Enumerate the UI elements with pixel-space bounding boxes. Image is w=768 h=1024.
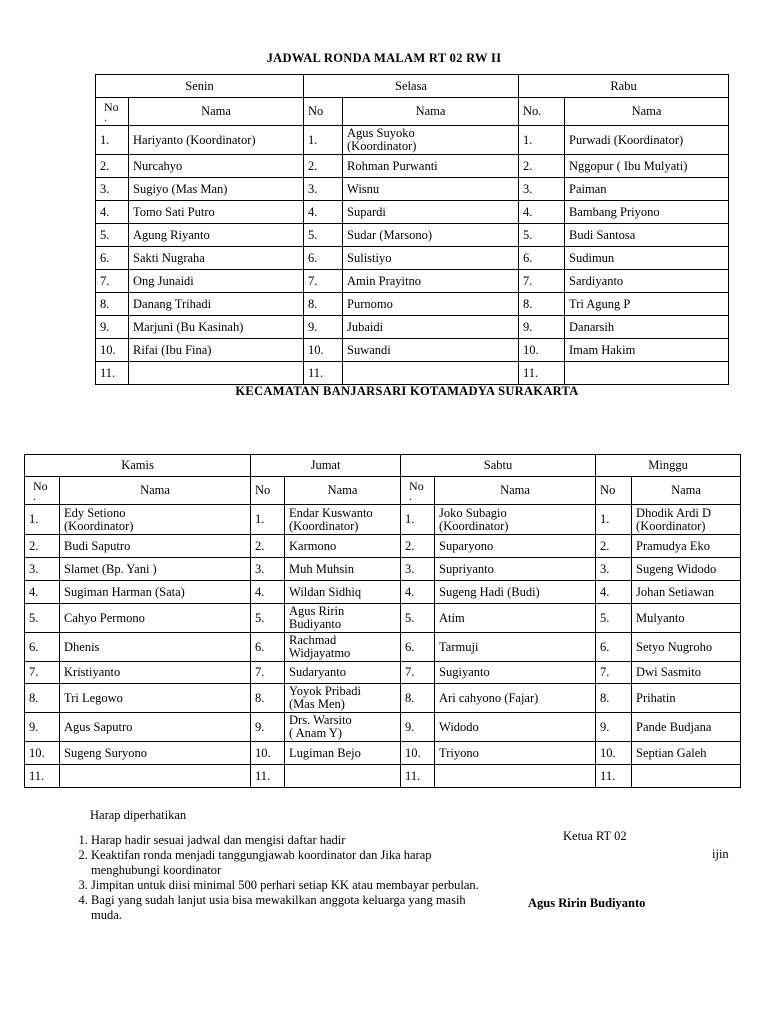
row-number: 9. bbox=[251, 713, 285, 742]
member-name: Ari cahyono (Fajar) bbox=[435, 684, 596, 713]
member-name: Tomo Sati Putro bbox=[129, 201, 304, 224]
row-number: 10. bbox=[596, 742, 632, 765]
member-name bbox=[435, 765, 596, 788]
row-number: 8. bbox=[596, 684, 632, 713]
member-name: Tri Agung P bbox=[565, 293, 729, 316]
row-number: 6. bbox=[304, 247, 343, 270]
member-name: Dhenis bbox=[60, 633, 251, 662]
member-name: Jubaidi bbox=[343, 316, 519, 339]
row-number: 5. bbox=[96, 224, 129, 247]
member-name: Sulistiyo bbox=[343, 247, 519, 270]
row-number: 10. bbox=[25, 742, 60, 765]
row-number: 8. bbox=[251, 684, 285, 713]
row-number: 1. bbox=[519, 126, 565, 155]
member-name: Dhodik Ardi D (Koordinator) bbox=[632, 505, 741, 535]
note-item: 2. Keaktifan ronda menjadi tanggungjawab koordinator dan Jika harap menghubungi koordinator bbox=[91, 848, 493, 878]
member-name: Sakti Nugraha bbox=[129, 247, 304, 270]
member-name: Rifai (Ibu Fina) bbox=[129, 339, 304, 362]
schedule-table-kamis-minggu bbox=[24, 454, 741, 788]
member-name: Bambang Priyono bbox=[565, 201, 729, 224]
member-name: Tri Legowo bbox=[60, 684, 251, 713]
note-item: 4. Bagi yang sudah lanjut usia bisa mewakilkan anggota keluarga yang masih muda. bbox=[91, 893, 493, 923]
row-number: 4. bbox=[304, 201, 343, 224]
row-number: 2. bbox=[25, 535, 60, 558]
member-name: Setyo Nugroho bbox=[632, 633, 741, 662]
member-name: Hariyanto (Koordinator) bbox=[129, 126, 304, 155]
member-name: Atim bbox=[435, 604, 596, 633]
row-number: 7. bbox=[251, 662, 285, 684]
row-number: 9. bbox=[519, 316, 565, 339]
row-number: 7. bbox=[96, 270, 129, 293]
row-number: 3. bbox=[25, 558, 60, 581]
day-header-kamis: Kamis bbox=[25, 455, 251, 477]
table-row bbox=[96, 316, 729, 339]
day-header-jumat: Jumat bbox=[251, 455, 401, 477]
signature-role: Ketua RT 02 bbox=[563, 829, 627, 843]
signature-ijin: ijin bbox=[712, 847, 729, 861]
row-number: 6. bbox=[519, 247, 565, 270]
column-header-no: No . bbox=[25, 477, 60, 505]
member-name: Lugiman Bejo bbox=[285, 742, 401, 765]
member-name: Joko Subagio (Koordinator) bbox=[435, 505, 596, 535]
member-name: Rachmad Widjayatmo bbox=[285, 633, 401, 662]
member-name: Sardiyanto bbox=[565, 270, 729, 293]
member-name: Kristiyanto bbox=[60, 662, 251, 684]
member-name bbox=[285, 765, 401, 788]
table-row bbox=[96, 224, 729, 247]
note-item: 1. Harap hadir sesuai jadwal dan mengisi daftar hadir bbox=[91, 833, 493, 848]
table-row bbox=[96, 339, 729, 362]
member-name: Amin Prayitno bbox=[343, 270, 519, 293]
member-name: Supriyanto bbox=[435, 558, 596, 581]
member-name: Purwadi (Koordinator) bbox=[565, 126, 729, 155]
row-number: 5. bbox=[251, 604, 285, 633]
day-header-rabu: Rabu bbox=[519, 75, 729, 98]
note-item: 3. Jimpitan untuk diisi minimal 500 perhari setiap KK atau membayar perbulan. bbox=[91, 878, 493, 893]
member-name: Agus Suyoko (Koordinator) bbox=[343, 126, 519, 155]
table-row bbox=[25, 662, 741, 684]
table-row bbox=[96, 201, 729, 224]
member-name: Pramudya Eko bbox=[632, 535, 741, 558]
row-number: 4. bbox=[251, 581, 285, 604]
row-number: 7. bbox=[25, 662, 60, 684]
column-header-no: No. bbox=[519, 98, 565, 126]
member-name: Sugeng Suryono bbox=[60, 742, 251, 765]
row-number: 2. bbox=[401, 535, 435, 558]
table-row bbox=[96, 247, 729, 270]
row-number: 4. bbox=[596, 581, 632, 604]
row-number: 4. bbox=[25, 581, 60, 604]
member-name bbox=[565, 362, 729, 385]
member-name: Agung Riyanto bbox=[129, 224, 304, 247]
member-name: Edy Setiono (Koordinator) bbox=[60, 505, 251, 535]
member-name: Dwi Sasmito bbox=[632, 662, 741, 684]
member-name: Slamet (Bp. Yani ) bbox=[60, 558, 251, 581]
row-number: 5. bbox=[596, 604, 632, 633]
member-name: Drs. Warsito ( Anam Y) bbox=[285, 713, 401, 742]
member-name: Ong Junaidi bbox=[129, 270, 304, 293]
member-name: Nggopur ( Ibu Mulyati) bbox=[565, 155, 729, 178]
table-row bbox=[25, 633, 741, 662]
member-name: Marjuni (Bu Kasinah) bbox=[129, 316, 304, 339]
row-number: 11. bbox=[596, 765, 632, 788]
row-number: 8. bbox=[304, 293, 343, 316]
member-name: Yoyok Pribadi (Mas Men) bbox=[285, 684, 401, 713]
member-name bbox=[60, 765, 251, 788]
row-number: 9. bbox=[401, 713, 435, 742]
row-number: 9. bbox=[596, 713, 632, 742]
column-header-no: No bbox=[251, 477, 285, 505]
row-number: 9. bbox=[25, 713, 60, 742]
row-number: 5. bbox=[25, 604, 60, 633]
row-number: 10. bbox=[519, 339, 565, 362]
table-row bbox=[96, 362, 729, 385]
member-name: Mulyanto bbox=[632, 604, 741, 633]
column-header-nama: Nama bbox=[343, 98, 519, 126]
row-number: 3. bbox=[596, 558, 632, 581]
column-header-nama: Nama bbox=[285, 477, 401, 505]
table-row bbox=[25, 684, 741, 713]
day-header-sabtu: Sabtu bbox=[401, 455, 596, 477]
table-row bbox=[25, 742, 741, 765]
row-number: 11. bbox=[251, 765, 285, 788]
table-row bbox=[96, 155, 729, 178]
member-name: Muh Muhsin bbox=[285, 558, 401, 581]
row-number: 6. bbox=[251, 633, 285, 662]
row-number: 1. bbox=[596, 505, 632, 535]
row-number: 3. bbox=[304, 178, 343, 201]
row-number: 4. bbox=[96, 201, 129, 224]
row-number: 8. bbox=[519, 293, 565, 316]
signature-name: Agus Ririn Budiyanto bbox=[528, 896, 646, 910]
day-header-selasa: Selasa bbox=[304, 75, 519, 98]
notes-section bbox=[68, 808, 493, 923]
column-header-nama: Nama bbox=[632, 477, 741, 505]
row-number: 11. bbox=[25, 765, 60, 788]
row-number: 1. bbox=[25, 505, 60, 535]
column-header-no: No bbox=[304, 98, 343, 126]
member-name: Tarmuji bbox=[435, 633, 596, 662]
member-name: Widodo bbox=[435, 713, 596, 742]
table-row bbox=[96, 178, 729, 201]
row-number: 5. bbox=[519, 224, 565, 247]
member-name: Pande Budjana bbox=[632, 713, 741, 742]
row-number: 2. bbox=[519, 155, 565, 178]
row-number: 7. bbox=[519, 270, 565, 293]
column-header-nama: Nama bbox=[60, 477, 251, 505]
table-row bbox=[25, 713, 741, 742]
row-number: 11. bbox=[96, 362, 129, 385]
row-number: 2. bbox=[251, 535, 285, 558]
column-header-nama: Nama bbox=[565, 98, 729, 126]
member-name: Wisnu bbox=[343, 178, 519, 201]
member-name: Purnomo bbox=[343, 293, 519, 316]
row-number: 1. bbox=[304, 126, 343, 155]
row-number: 7. bbox=[304, 270, 343, 293]
table-row bbox=[25, 558, 741, 581]
row-number: 2. bbox=[304, 155, 343, 178]
member-name: Septian Galeh bbox=[632, 742, 741, 765]
table-row bbox=[25, 604, 741, 633]
row-number: 10. bbox=[401, 742, 435, 765]
member-name: Triyono bbox=[435, 742, 596, 765]
member-name: Agus Saputro bbox=[60, 713, 251, 742]
member-name: Imam Hakim bbox=[565, 339, 729, 362]
row-number: 5. bbox=[304, 224, 343, 247]
table-row bbox=[96, 293, 729, 316]
member-name: Danang Trihadi bbox=[129, 293, 304, 316]
schedule-table-senin-rabu bbox=[95, 74, 729, 385]
member-name: Nurcahyo bbox=[129, 155, 304, 178]
notes-list bbox=[68, 833, 493, 923]
page-title: JADWAL RONDA MALAM RT 02 RW II bbox=[266, 51, 502, 65]
table-row bbox=[25, 765, 741, 788]
table-row bbox=[25, 505, 741, 535]
row-number: 11. bbox=[401, 765, 435, 788]
row-number: 4. bbox=[401, 581, 435, 604]
column-header-no: No bbox=[596, 477, 632, 505]
member-name: Suwandi bbox=[343, 339, 519, 362]
member-name: Endar Kuswanto (Koordinator) bbox=[285, 505, 401, 535]
row-number: 11. bbox=[519, 362, 565, 385]
row-number: 10. bbox=[304, 339, 343, 362]
row-number: 6. bbox=[596, 633, 632, 662]
row-number: 3. bbox=[401, 558, 435, 581]
row-number: 6. bbox=[401, 633, 435, 662]
member-name: Sudaryanto bbox=[285, 662, 401, 684]
column-header-no: No . bbox=[401, 477, 435, 505]
row-number: 8. bbox=[25, 684, 60, 713]
row-number: 6. bbox=[96, 247, 129, 270]
member-name: Sugiyo (Mas Man) bbox=[129, 178, 304, 201]
member-name: Supardi bbox=[343, 201, 519, 224]
day-header-senin: Senin bbox=[96, 75, 304, 98]
column-header-no: No . bbox=[96, 98, 129, 126]
member-name: Cahyo Permono bbox=[60, 604, 251, 633]
table-row bbox=[25, 535, 741, 558]
member-name: Danarsih bbox=[565, 316, 729, 339]
row-number: 3. bbox=[519, 178, 565, 201]
row-number: 10. bbox=[96, 339, 129, 362]
member-name bbox=[129, 362, 304, 385]
row-number: 6. bbox=[25, 633, 60, 662]
row-number: 11. bbox=[304, 362, 343, 385]
member-name: Prihatin bbox=[632, 684, 741, 713]
row-number: 10. bbox=[251, 742, 285, 765]
member-name: Rohman Purwanti bbox=[343, 155, 519, 178]
member-name: Sugeng Widodo bbox=[632, 558, 741, 581]
row-number: 2. bbox=[596, 535, 632, 558]
page-subtitle: KECAMATAN BANJARSARI KOTAMADYA SURAKARTA bbox=[235, 384, 579, 398]
member-name: Sugiman Harman (Sata) bbox=[60, 581, 251, 604]
member-name: Budi Santosa bbox=[565, 224, 729, 247]
member-name: Sudimun bbox=[565, 247, 729, 270]
row-number: 8. bbox=[401, 684, 435, 713]
row-number: 1. bbox=[96, 126, 129, 155]
row-number: 7. bbox=[401, 662, 435, 684]
member-name: Johan Setiawan bbox=[632, 581, 741, 604]
row-number: 5. bbox=[401, 604, 435, 633]
notes-heading: Harap diperhatikan bbox=[90, 808, 187, 822]
row-number: 1. bbox=[401, 505, 435, 535]
day-header-minggu: Minggu bbox=[596, 455, 741, 477]
member-name: Agus Ririn Budiyanto bbox=[285, 604, 401, 633]
row-number: 2. bbox=[96, 155, 129, 178]
member-name: Paiman bbox=[565, 178, 729, 201]
row-number: 8. bbox=[96, 293, 129, 316]
column-header-nama: Nama bbox=[129, 98, 304, 126]
member-name: Sugiyanto bbox=[435, 662, 596, 684]
row-number: 7. bbox=[596, 662, 632, 684]
row-number: 4. bbox=[519, 201, 565, 224]
member-name: Sugeng Hadi (Budi) bbox=[435, 581, 596, 604]
row-number: 3. bbox=[96, 178, 129, 201]
member-name: Suparyono bbox=[435, 535, 596, 558]
column-header-nama: Nama bbox=[435, 477, 596, 505]
member-name bbox=[632, 765, 741, 788]
table-row bbox=[96, 270, 729, 293]
row-number: 9. bbox=[96, 316, 129, 339]
row-number: 1. bbox=[251, 505, 285, 535]
row-number: 3. bbox=[251, 558, 285, 581]
row-number: 9. bbox=[304, 316, 343, 339]
table-row bbox=[25, 581, 741, 604]
table-row bbox=[96, 126, 729, 155]
member-name: Wildan Sidhiq bbox=[285, 581, 401, 604]
member-name: Sudar (Marsono) bbox=[343, 224, 519, 247]
member-name bbox=[343, 362, 519, 385]
member-name: Budi Saputro bbox=[60, 535, 251, 558]
member-name: Karmono bbox=[285, 535, 401, 558]
